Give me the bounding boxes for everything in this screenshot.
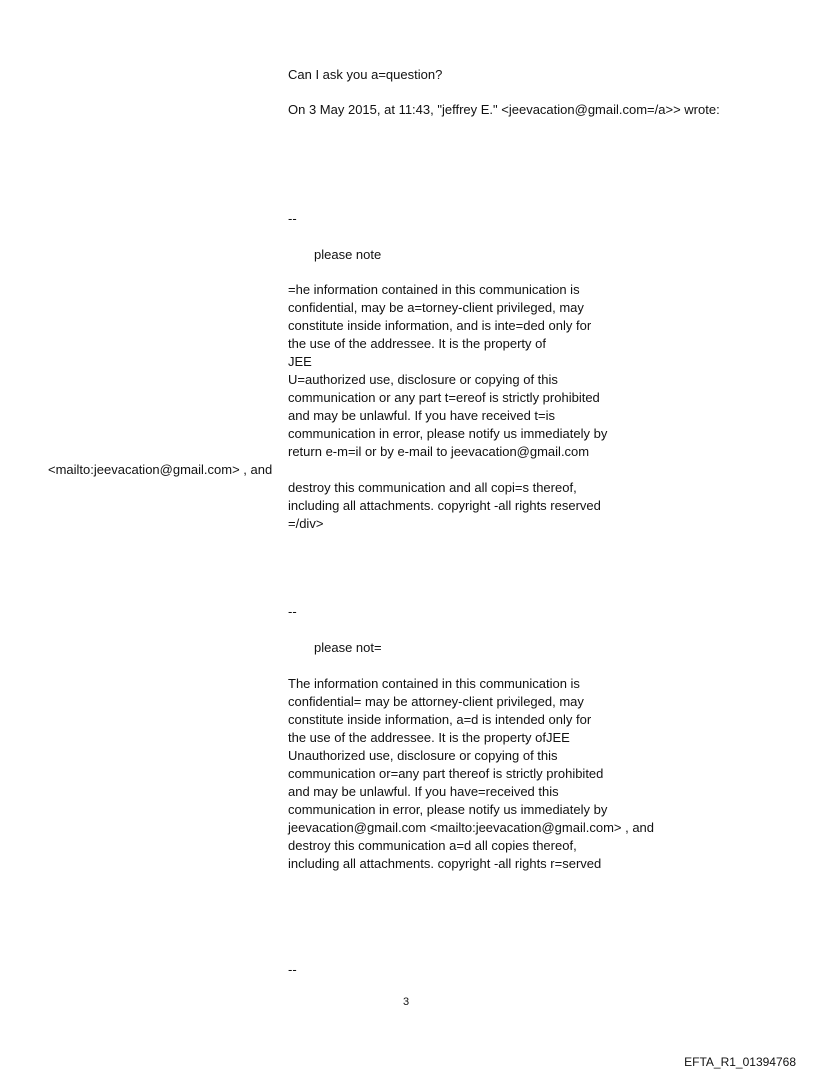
notice-line: communication in error, please notify us immediately by bbox=[288, 426, 608, 441]
notice-line: confidential= may be attorney-client privileged, may bbox=[288, 694, 584, 709]
quote-header: On 3 May 2015, at 11:43, "jeffrey E." <jeevacation@gmail.com=/a>> wrote: bbox=[288, 102, 720, 117]
notice-title: please not= bbox=[314, 640, 382, 655]
notice-line: JEE bbox=[288, 354, 312, 369]
notice-line: communication or=any part thereof is strictly prohibited bbox=[288, 766, 604, 781]
mailto-line: <mailto:jeevacation@gmail.com> , and bbox=[48, 462, 273, 477]
document-id: EFTA_R1_01394768 bbox=[684, 1055, 796, 1069]
separator: -- bbox=[288, 211, 297, 226]
notice-line: =he information contained in this communication is bbox=[288, 282, 580, 297]
notice-line: U=authorized use, disclosure or copying of this bbox=[288, 372, 558, 387]
notice-line: constitute inside information, and is inte=ded only for bbox=[288, 318, 592, 333]
notice-line: including all attachments. copyright -all rights r=served bbox=[288, 856, 602, 871]
notice-line: constitute inside information, a=d is intended only for bbox=[288, 712, 592, 727]
notice-line: destroy this communication a=d all copies thereof, bbox=[288, 838, 577, 853]
notice-line: jeevacation@gmail.com <mailto:jeevacation@gmail.com> , and bbox=[288, 820, 655, 835]
notice-line: Unauthorized use, disclosure or copying of this bbox=[288, 748, 558, 763]
notice-line: and may be unlawful. If you have=received this bbox=[288, 784, 559, 799]
notice-line: the use of the addressee. It is the property ofJEE bbox=[288, 730, 570, 745]
notice-title: please note bbox=[314, 247, 382, 262]
notice-line: including all attachments. copyright -all rights reserved bbox=[288, 498, 601, 513]
notice-line: communication in error, please notify us immediately by bbox=[288, 802, 608, 817]
page-number: 3 bbox=[403, 996, 410, 1008]
notice-line: return e-m=il or by e-mail to jeevacation@gmail.com bbox=[288, 444, 590, 459]
separator: -- bbox=[288, 604, 297, 619]
notice-line: destroy this communication and all copi=s thereof, bbox=[288, 480, 577, 495]
question-line: Can I ask you a=question? bbox=[288, 67, 443, 82]
notice-line: and may be unlawful. If you have received t=is bbox=[288, 408, 556, 423]
notice-line: The information contained in this communication is bbox=[288, 676, 580, 691]
notice-line: confidential, may be a=torney-client privileged, may bbox=[288, 300, 584, 315]
notice-line: communication or any part t=ereof is strictly prohibited bbox=[288, 390, 600, 405]
separator: -- bbox=[288, 962, 297, 977]
notice-line: the use of the addressee. It is the property of bbox=[288, 336, 546, 351]
notice-line: =/div> bbox=[288, 516, 324, 531]
